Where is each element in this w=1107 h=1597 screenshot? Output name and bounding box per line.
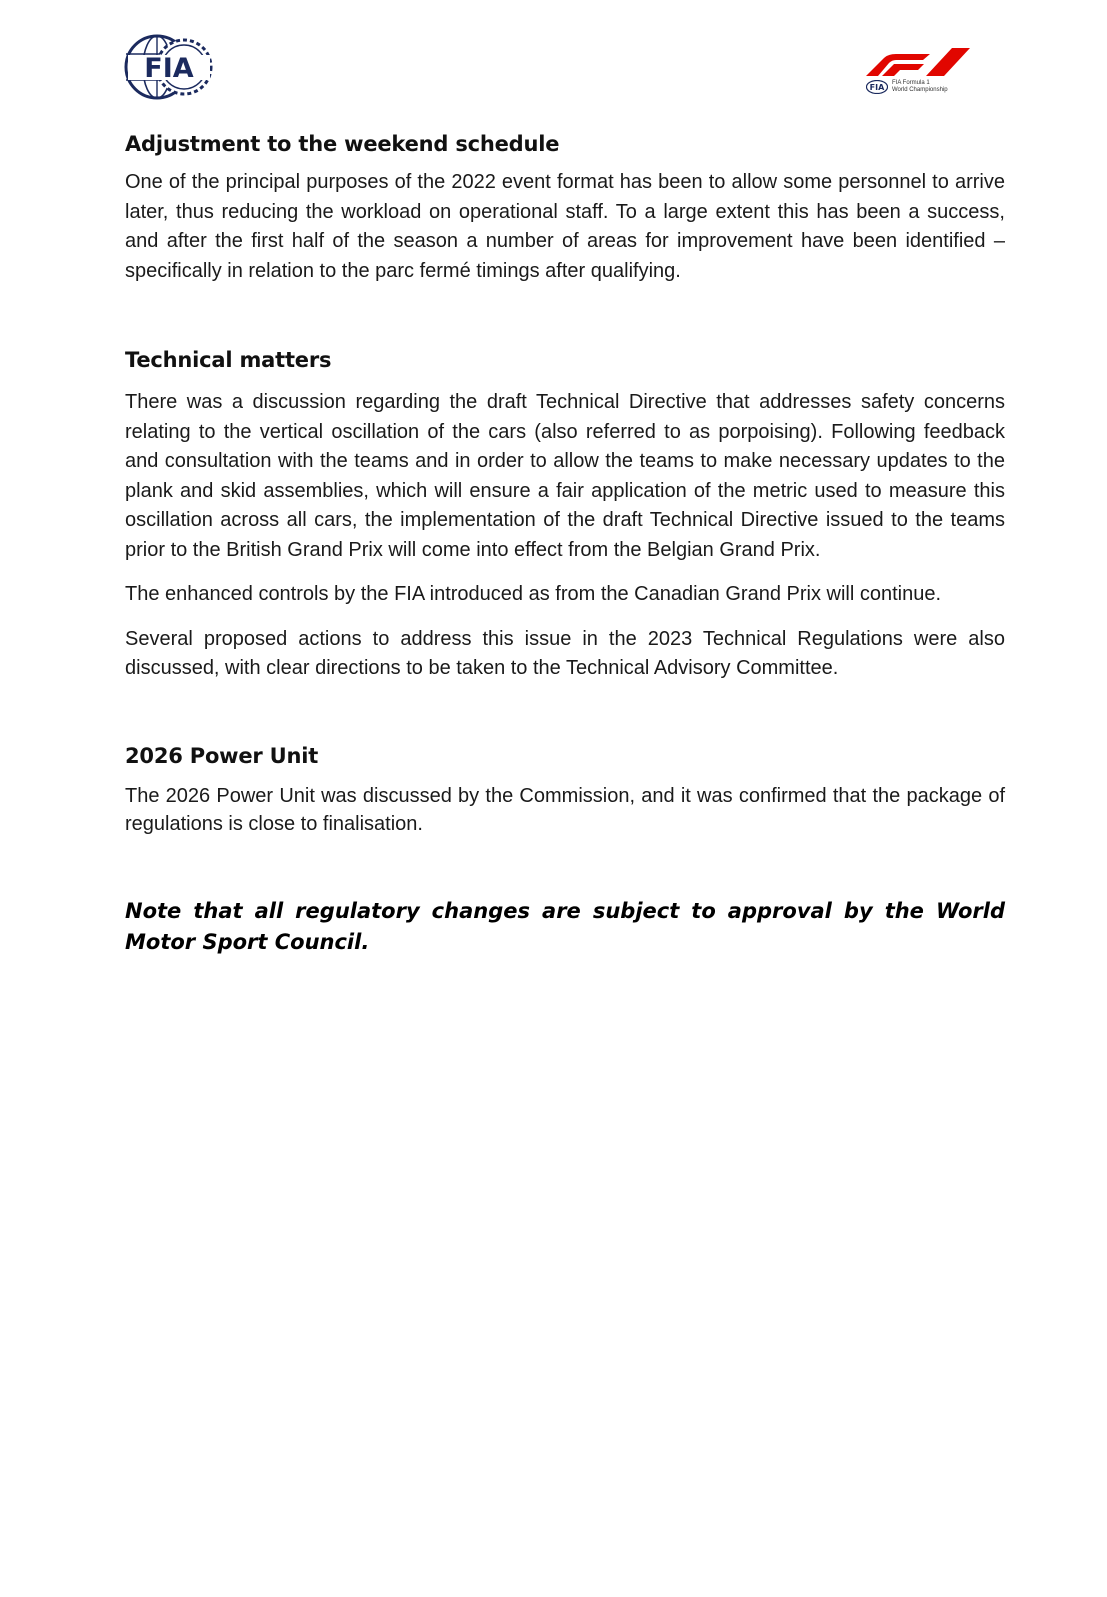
section-title-technical-matters: Technical matters [125,348,332,372]
f1-logo [866,46,986,102]
approval-note: Note that all regulatory changes are subject to approval by the World Motor Sport Council. [125,898,1005,954]
svg-text:FIA: FIA [869,83,885,92]
f1-caption-line1: FIA Formula 1 [892,80,930,86]
fia-logo [124,34,216,100]
section-title-weekend-schedule: Adjustment to the weekend schedule [125,132,560,156]
section-paragraph: There was a discussion regarding the draft Technical Directive that addresses safety concerns relating to the vertical oscillation of the cars (also referred to as porpoising). Following feedback and consultation with the teams and in order to allow the teams to make necessary updates to the plank and skid assemblies, which will ensure a fair application of the metric used to measure this oscillation across all cars, the implementation of the draft Technical Directive issued to the teams prior to the British Grand Prix will come into effect from the Belgian Grand Prix. [125,391,1005,561]
section-title-power-unit: 2026 Power Unit [125,743,319,768]
section-paragraph: Several proposed actions to address this issue in the 2023 Technical Regulations were also discussed, with clear directions to be taken to the Technical Advisory Committee. [125,627,1005,679]
f1-caption [892,80,948,94]
f1-mark-icon [866,46,974,76]
f1-caption-line2: World Championship [892,87,948,93]
section-paragraph: The enhanced controls by the FIA introduced as from the Canadian Grand Prix will continue. [125,583,942,605]
fia-badge-icon [866,80,888,94]
svg-text:FIA: FIA [144,53,194,84]
document-body [125,132,1005,958]
section-paragraph: One of the principal purposes of the 2022 event format has been to allow some personnel to arrive later, thus reducing the workload on operational staff. To a large extent this has been a success, and after the first half of the season a number of areas for improvement have been identified – specifically in relation to the parc fermé timings after qualifying. [125,171,1005,282]
section-paragraph: The 2026 Power Unit was discussed by the Commission, and it was confirmed that the package of regulations is close to finalisation. [125,784,1005,835]
